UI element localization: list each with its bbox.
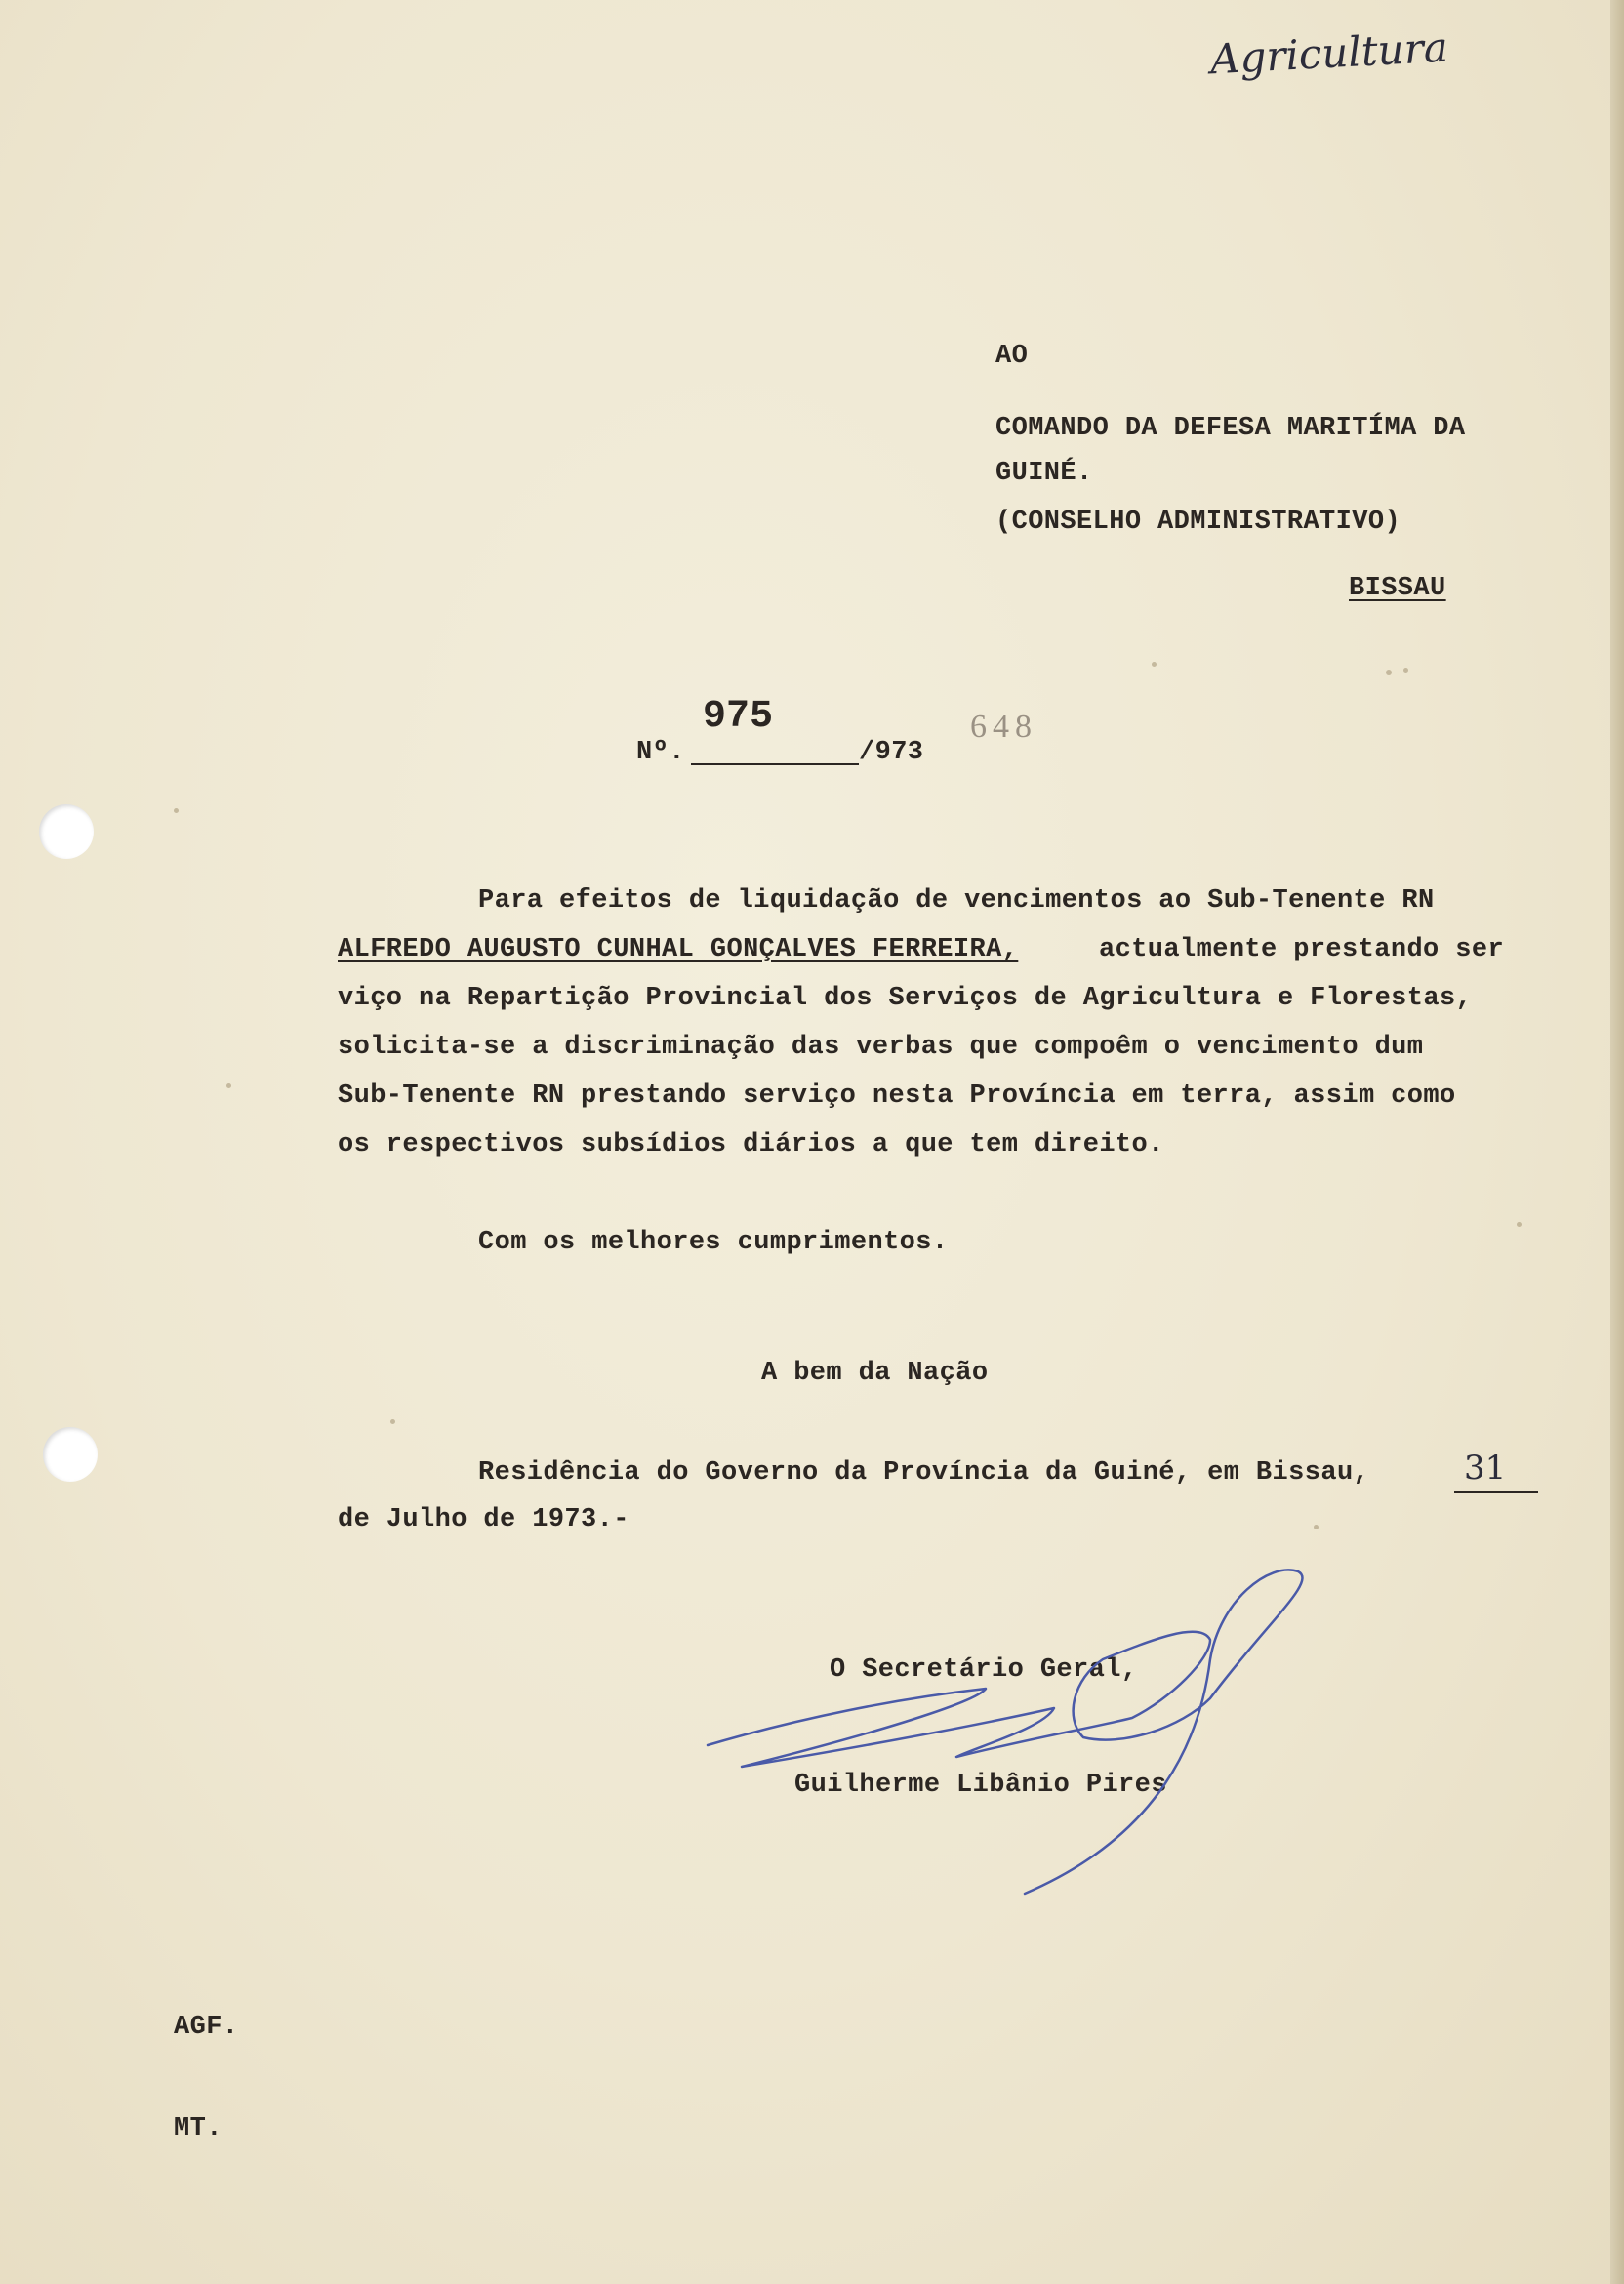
date-line-1: Residência do Governo da Província da Guiné, em Bissau, xyxy=(478,1458,1370,1488)
address-city: BISSAU xyxy=(1349,574,1446,603)
reference-stamp: 648 xyxy=(970,709,1037,745)
initials-second: MT. xyxy=(174,2114,223,2143)
reference-prefix: Nº. xyxy=(636,738,685,767)
reference-year: /973 xyxy=(859,738,924,767)
date-line-2: de Julho de 1973.- xyxy=(338,1505,629,1534)
body-line-3: viço na Repartição Provincial dos Serviços de Agricultura e Florestas, xyxy=(338,984,1473,1013)
handwritten-annotation: Agricultura xyxy=(1208,22,1449,84)
address-line-1: COMANDO DA DEFESA MARITÍMA DA xyxy=(995,414,1466,443)
body-line-5: Sub-Tenente RN prestando serviço nesta Província em terra, assim como xyxy=(338,1081,1456,1111)
signature-title: O Secretário Geral, xyxy=(830,1655,1138,1685)
address-line-3: (CONSELHO ADMINISTRATIVO) xyxy=(995,508,1401,537)
closing: Com os melhores cumprimentos. xyxy=(478,1228,949,1257)
address-to: AO xyxy=(995,342,1029,371)
signature-name: Guilherme Libânio Pires xyxy=(794,1771,1167,1800)
body-line-2: actualmente prestando ser xyxy=(1099,935,1505,964)
body-line-1: Para efeitos de liquidação de vencimentos ao Sub-Tenente RN xyxy=(478,886,1435,916)
salutation: A bem da Nação xyxy=(761,1359,989,1388)
reference-number: 975 xyxy=(703,695,774,739)
body-line-6: os respectivos subsídios diários a que tem direito. xyxy=(338,1130,1164,1160)
address-line-2: GUINÉ. xyxy=(995,459,1093,488)
body-name: ALFREDO AUGUSTO CUNHAL GONÇALVES FERREIRA, xyxy=(338,935,1019,964)
initials-first: AGF. xyxy=(174,2013,239,2042)
date-day: 31 xyxy=(1464,1448,1507,1488)
body-line-4: solicita-se a discriminação das verbas que compoêm o vencimento dum xyxy=(338,1033,1424,1062)
